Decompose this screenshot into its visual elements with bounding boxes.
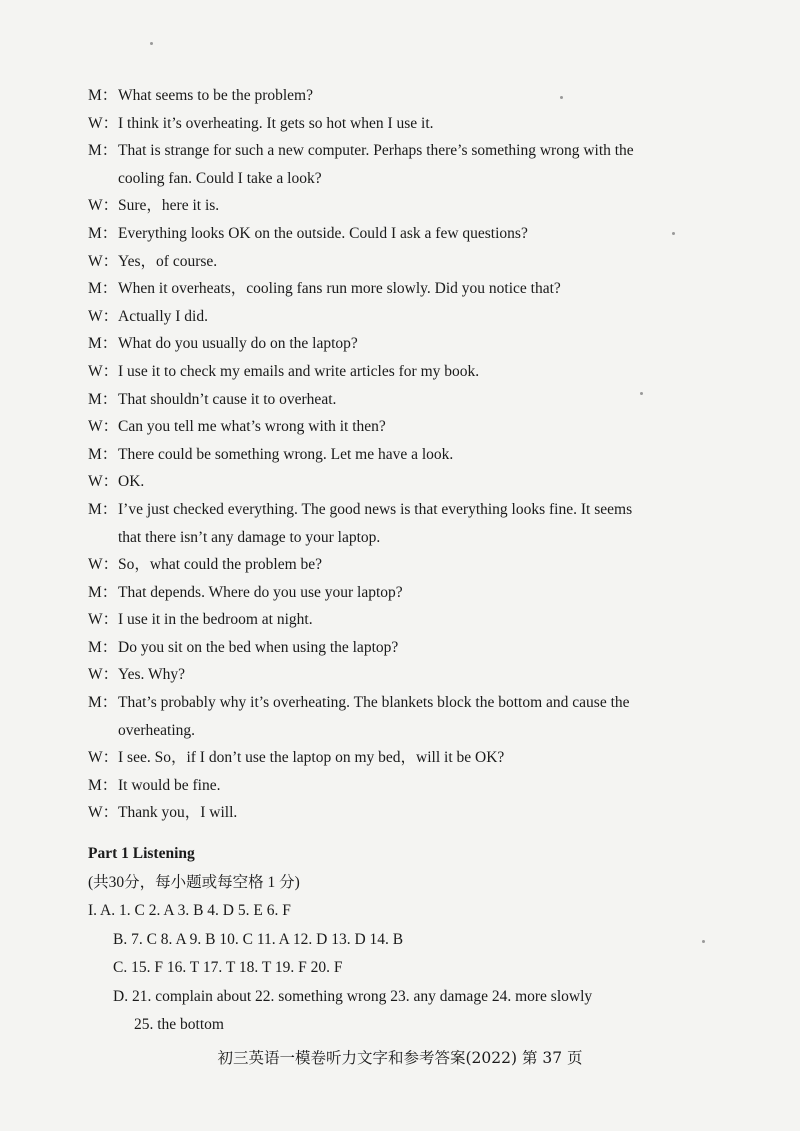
utterance-continuation: cooling fan. Could I take a look?: [118, 169, 322, 187]
speaker-label: M：: [88, 87, 118, 104]
scan-speck: [150, 42, 153, 45]
answers-section-d: D. 21. complain about 22. something wrong 23. any damage 24. more slowly: [113, 987, 593, 1005]
speaker-label: W：: [88, 114, 119, 132]
dialogue-line: [88, 772, 728, 800]
utterance-text: I’ve just checked everything. The good news is that everything looks fine. It seems: [118, 500, 633, 518]
dialogue-line: [88, 468, 728, 496]
scan-speck: [702, 940, 705, 943]
dialogue-line: [88, 358, 728, 386]
speaker-label: M：: [88, 583, 118, 601]
dialogue-line: [88, 496, 728, 524]
speaker-label: W：: [88, 611, 119, 629]
utterance-text: OK.: [118, 473, 145, 491]
utterance-text: That is strange for such a new computer. Perhaps there’s something wrong with the: [118, 142, 634, 160]
speaker-label: W：: [88, 307, 119, 325]
speaker-label: W：: [88, 804, 119, 822]
scan-speck: [560, 96, 563, 99]
utterance-text: Actually I did.: [118, 307, 208, 325]
dialogue-line: [88, 110, 728, 138]
speaker-label: W：: [88, 197, 119, 215]
speaker-label: M：: [88, 500, 118, 518]
utterance-text: Yes，of course.: [118, 252, 218, 270]
utterance-continuation: that there isn’t any damage to your laptop.: [118, 528, 381, 546]
dialogue-line: [88, 220, 728, 248]
speaker-label: W：: [88, 749, 119, 767]
utterance-text: What do you usually do on the laptop?: [118, 335, 358, 353]
speaker-label: M：: [88, 445, 118, 463]
speaker-label: M：: [88, 335, 118, 353]
dialogue-line: [88, 551, 728, 579]
dialogue-line: [88, 661, 728, 689]
speaker-label: M：: [88, 390, 118, 408]
dialogue-line: [88, 441, 728, 469]
speaker-label: W：: [88, 252, 119, 270]
utterance-text: I think it’s overheating. It gets so hot when I use it.: [118, 114, 434, 132]
utterance-text: What seems to be the problem?: [118, 87, 313, 104]
scan-speck: [640, 392, 643, 395]
dialogue-line: [88, 192, 728, 220]
utterance-text: Sure，here it is.: [118, 197, 220, 215]
part-title: Part 1 Listening: [88, 845, 195, 862]
answers-section-i: I. A. 1. C 2. A 3. B 4. D 5. E 6. F: [88, 902, 291, 919]
utterance-text: Thank you，I will.: [118, 804, 238, 822]
answers-section-b: B. 7. C 8. A 9. B 10. C 11. A 12. D 13. D 14. B: [113, 930, 404, 948]
speaker-label: M：: [88, 694, 118, 712]
utterance-text: I use it to check my emails and write articles for my book.: [118, 362, 480, 380]
dialogue-line: [88, 275, 728, 303]
speaker-label: M：: [88, 280, 118, 298]
speaker-label: W：: [88, 418, 119, 436]
utterance-text: That shouldn’t cause it to overheat.: [118, 390, 337, 408]
dialogue-transcript: [88, 82, 728, 827]
utterance-continuation: overheating.: [118, 721, 196, 739]
dialogue-line: [88, 413, 728, 441]
dialogue-line: [88, 248, 728, 276]
utterance-text: I use it in the bedroom at night.: [118, 611, 313, 629]
answers-section-c: C. 15. F 16. T 17. T 18. T 19. F 20. F: [113, 959, 343, 976]
dialogue-line: [88, 744, 728, 772]
page-footer: 初三英语一模卷听力文字和参考答案(2022) 第 37 页: [217, 1049, 583, 1067]
utterance-text: Do you sit on the bed when using the laptop?: [118, 638, 399, 656]
dialogue-line: [88, 606, 728, 634]
dialogue-line: [88, 799, 728, 827]
dialogue-line: [88, 634, 728, 662]
speaker-label: W：: [88, 362, 119, 380]
dialogue-line: [88, 689, 728, 717]
dialogue-line: [88, 330, 728, 358]
dialogue-line: [88, 386, 728, 414]
dialogue-line: [88, 82, 728, 110]
dialogue-line: [88, 579, 728, 607]
utterance-text: Yes. Why?: [118, 666, 186, 684]
utterance-text: So，what could the problem be?: [118, 556, 323, 574]
utterance-text: That depends. Where do you use your laptop?: [118, 583, 403, 601]
dialogue-line: [88, 303, 728, 331]
scan-speck: [672, 232, 675, 235]
speaker-label: W：: [88, 473, 119, 491]
speaker-label: W：: [88, 556, 119, 574]
speaker-label: W：: [88, 666, 119, 684]
utterance-text: Everything looks OK on the outside. Could I ask a few questions?: [118, 224, 528, 242]
dialogue-line: [88, 137, 728, 165]
speaker-label: M：: [88, 224, 118, 242]
speaker-label: M：: [88, 776, 118, 794]
speaker-label: M：: [88, 638, 118, 656]
utterance-text: There could be something wrong. Let me have a look.: [118, 445, 454, 463]
utterance-text: Can you tell me what’s wrong with it then?: [118, 418, 386, 436]
answers-section-d-cont: 25. the bottom: [134, 1016, 224, 1033]
answer-key: [88, 840, 728, 1040]
utterance-text: It would be fine.: [118, 776, 221, 794]
speaker-label: M：: [88, 142, 118, 160]
utterance-text: When it overheats，cooling fans run more slowly. Did you notice that?: [118, 280, 561, 298]
score-note: (共30分，每小题或每空格 1 分): [88, 873, 300, 891]
utterance-text: I see. So，if I don’t use the laptop on my bed，will it be OK?: [118, 749, 505, 767]
utterance-text: That’s probably why it’s overheating. The blankets block the bottom and cause the: [118, 694, 630, 712]
